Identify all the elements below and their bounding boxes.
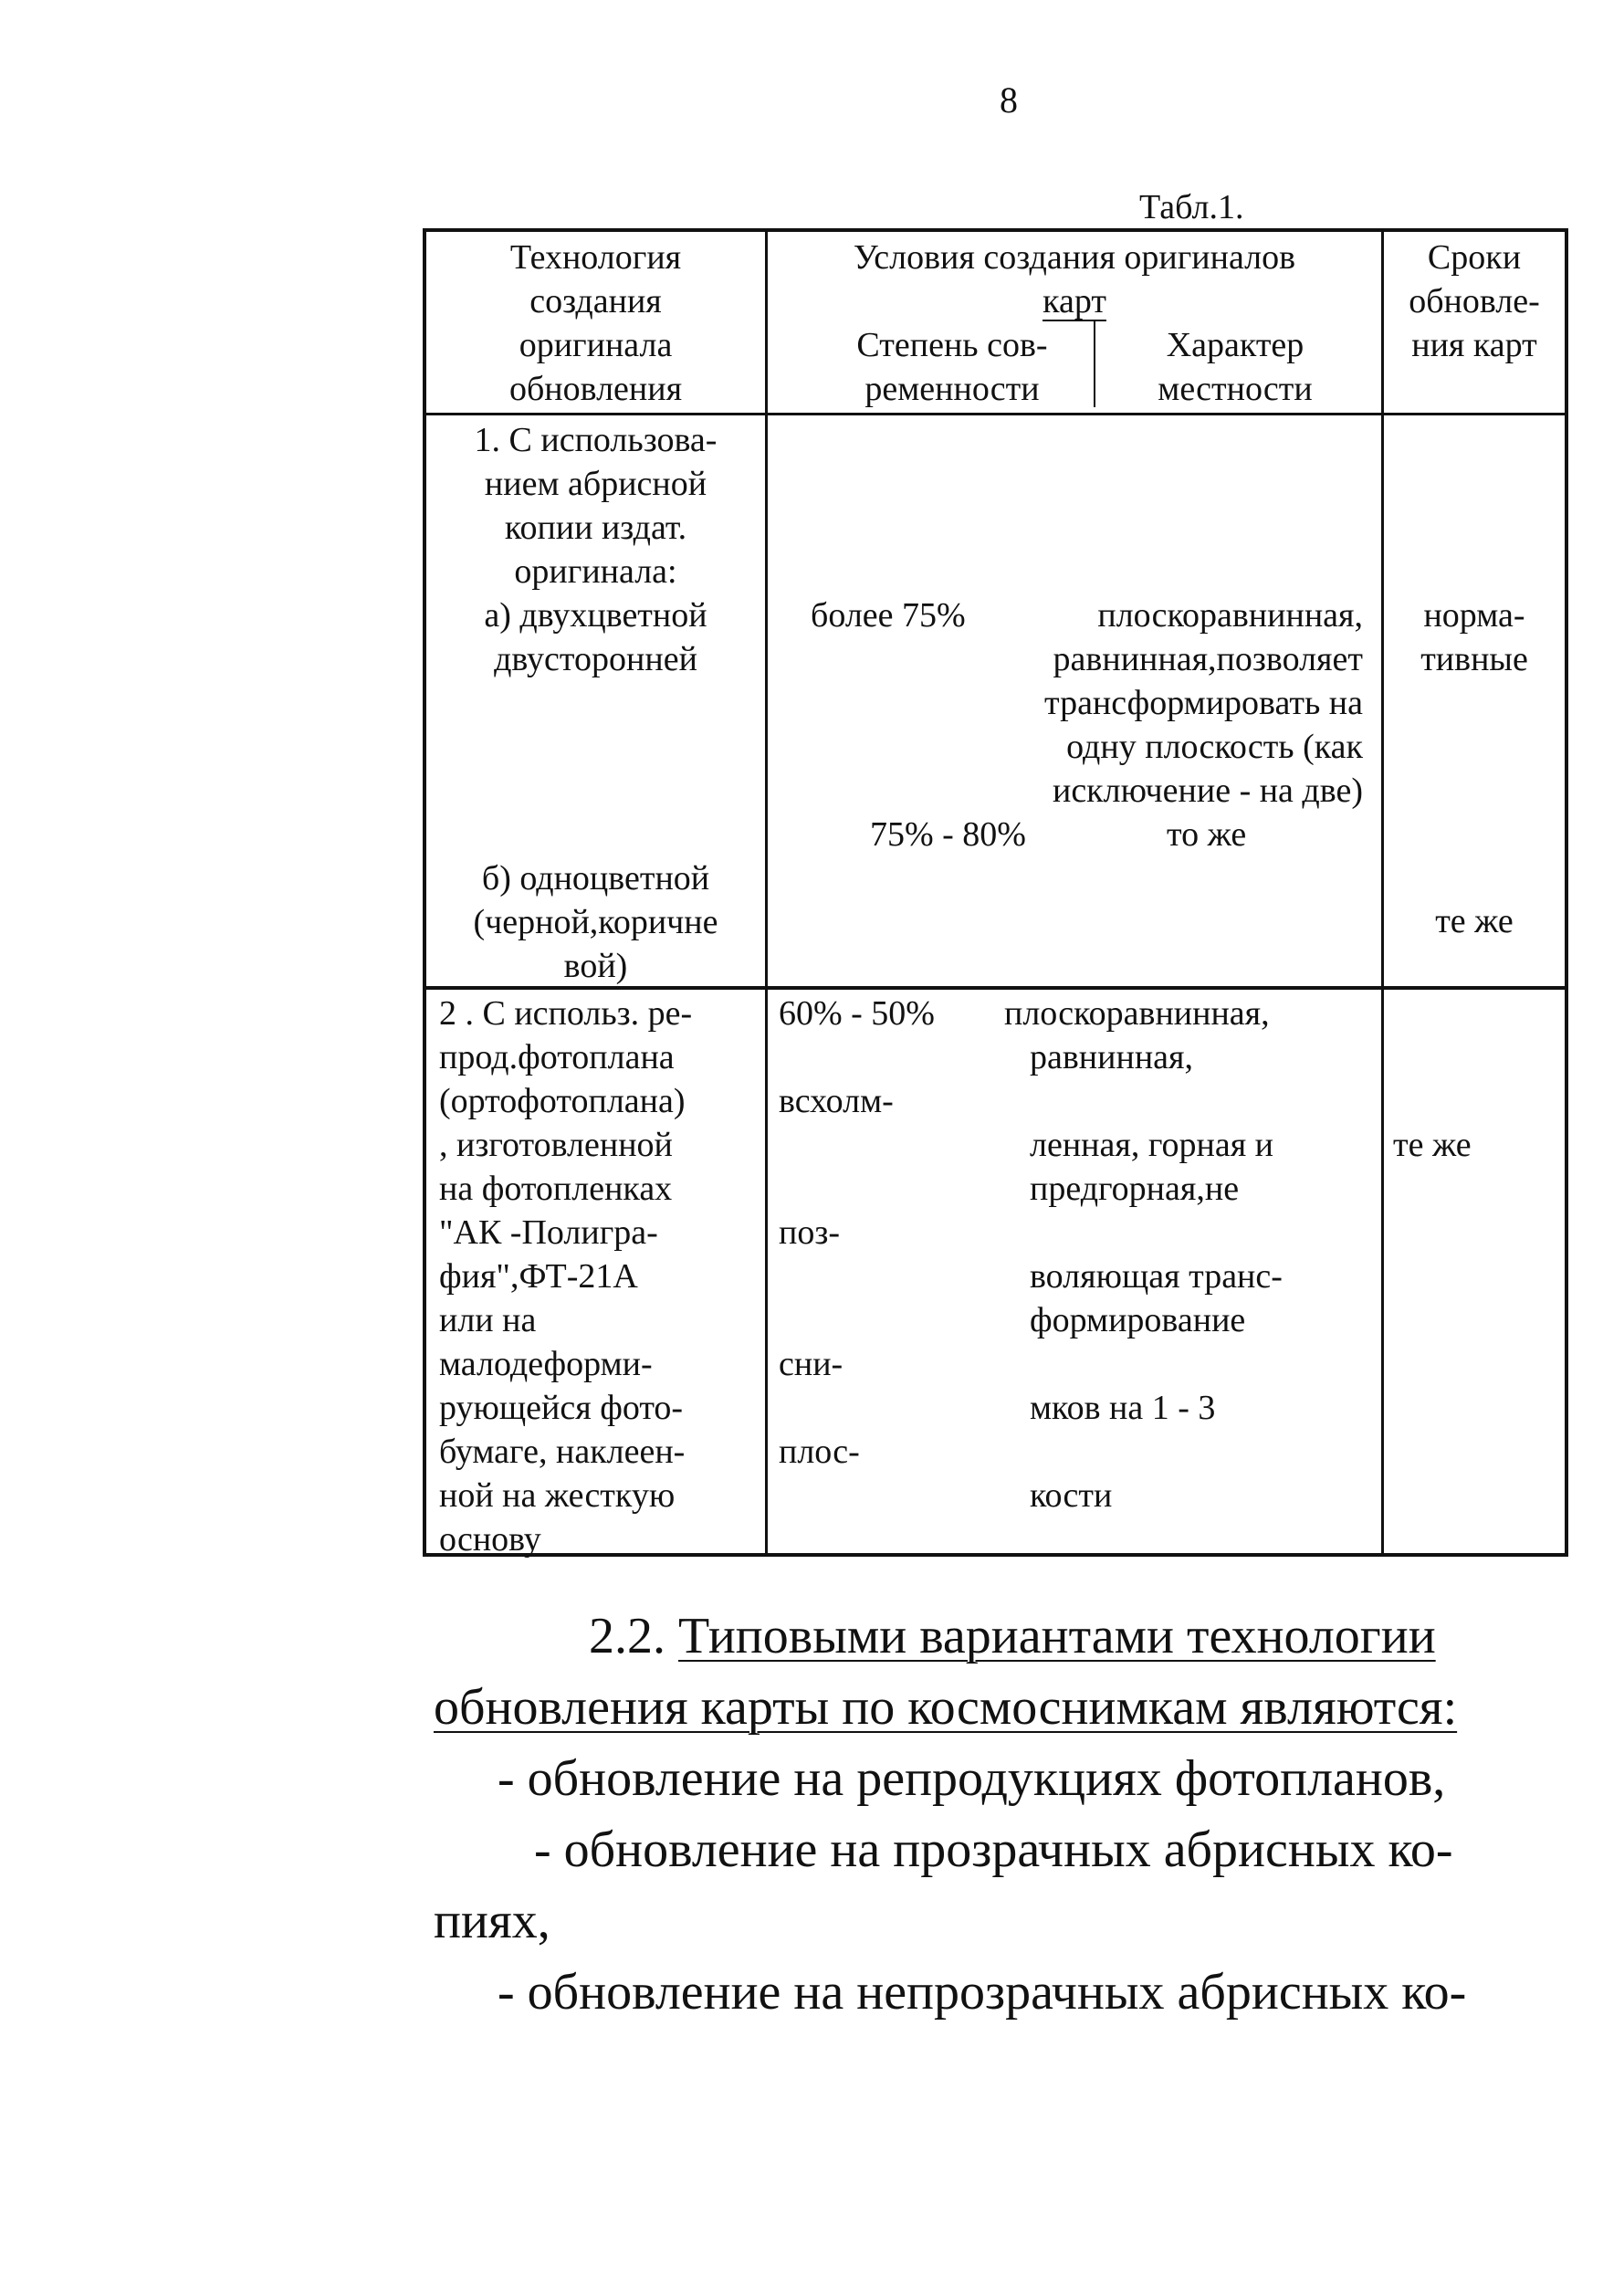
section-heading-line1 (589, 1607, 1436, 1665)
row2-terrain-5: воляющая транс- (1030, 1257, 1283, 1296)
table-caption: Табл.1. (1139, 188, 1244, 226)
row2-terrain-6: формирование (1030, 1301, 1246, 1339)
table-top-border (423, 228, 1568, 232)
row2-degree-word-2: поз- (779, 1213, 841, 1252)
row2-terrain-8: кости (1030, 1476, 1113, 1515)
row2-technology: 2 . С использ. ре- прод.фотоплана (ортофотоплана) , изготовленной на фотопленках "АК -Полигра- фия",ФТ-21А или на малодеформи- рующейся фото- бумаге, наклеен- ной на жесткую основу (439, 994, 693, 1559)
row1-terrain-a: плоскоравнинная, равнинная,позволяет трансформировать на одну плоскость (как исключение - на две) (1044, 596, 1363, 810)
list-item-1: - обновление на репродукциях фотопланов, (498, 1750, 1446, 1807)
row2-degree-word-4: плос- (779, 1433, 860, 1471)
header-terms: Сроки обновле- ния карт (1409, 238, 1540, 364)
header-degree: Степень сов- ременности (856, 326, 1048, 408)
subheader-divider (1094, 320, 1095, 407)
list-item-2-line1: - обновление на прозрачных абрисных ко- (534, 1821, 1453, 1878)
section-heading-line2: обновления карты по космоснимкам являются: (434, 1679, 1458, 1736)
header-technology: Технология создания оригинала обновления (508, 238, 683, 408)
row2-terrain-7: мков на 1 - 3 (1030, 1389, 1216, 1427)
row1-variant-b: б) одноцветной (черной,коричне вой) (473, 859, 718, 985)
header-conditions: Условия создания оригиналов карт (853, 238, 1296, 320)
row2-degree-word-3: сни- (779, 1345, 843, 1383)
table-col-divider-2 (1381, 228, 1384, 1557)
table-header-divider (423, 413, 1568, 415)
section-heading-underlined-1: Типовыми вариантами технологии (678, 1608, 1436, 1664)
row1-terms-b: те же (1435, 902, 1514, 940)
row1-technology: 1. С использова- нием абрисной копии издат. оригинала: а) двухцветной двусторонней (474, 421, 718, 678)
header-terrain: Характер местности (1158, 326, 1313, 408)
row2-degree: 60% - 50% (779, 994, 935, 1033)
data-table (423, 228, 1568, 1557)
row2-terrain-2: равнинная, (1030, 1038, 1193, 1076)
table-col-divider-1 (765, 228, 768, 1557)
row2-terrain-3: ленная, горная и (1030, 1126, 1274, 1164)
row1-terms-a: норма- тивные (1420, 596, 1528, 678)
row1-degree-a: более 75% (811, 596, 966, 635)
row2-terrain-4: предгорная,не (1030, 1170, 1240, 1208)
list-item-2-line2: пиях, (434, 1893, 550, 1949)
section-number: 2.2. (589, 1608, 665, 1664)
list-item-3: - обновление на непрозрачных абрисных ко- (498, 1964, 1467, 2021)
row2-terrain-1: плоскоравнинная, (1004, 994, 1270, 1033)
page-number: 8 (1000, 79, 1018, 121)
row1-terrain-b: то же (1167, 815, 1247, 854)
row2-terms: те же (1393, 1126, 1472, 1164)
row2-degree-word-1: всхолм- (779, 1082, 894, 1120)
row1-degree-b: 75% - 80% (870, 815, 1026, 854)
table-right-border (1565, 228, 1568, 1557)
